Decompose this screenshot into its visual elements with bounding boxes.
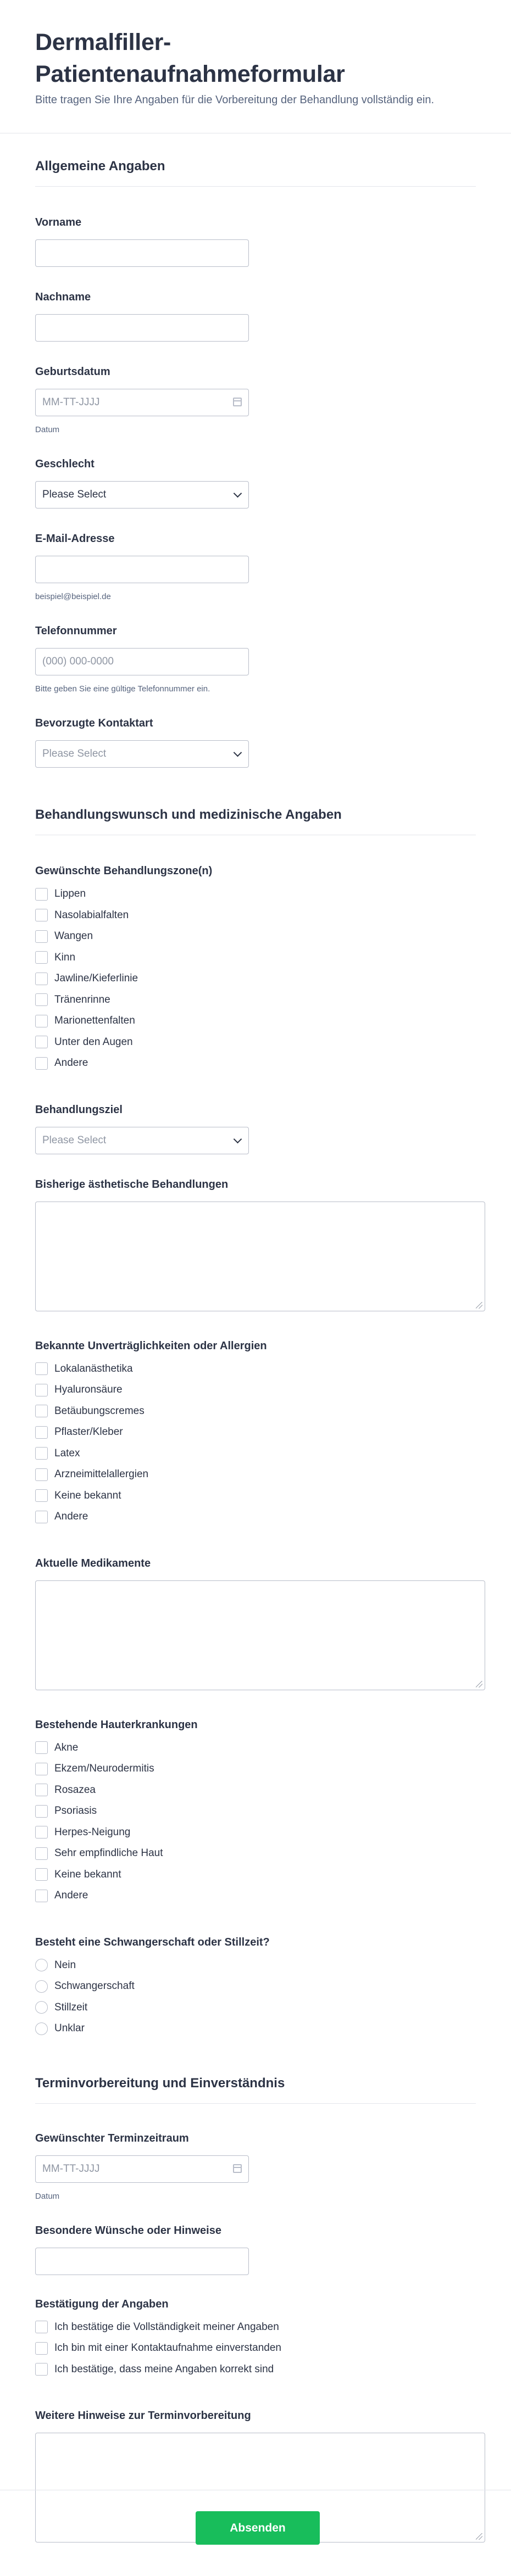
last-name-input[interactable] xyxy=(35,314,249,342)
checkbox[interactable] xyxy=(35,1015,48,1027)
zones-options xyxy=(35,884,476,1074)
option-label: Tränenrinne xyxy=(54,993,110,1005)
option-label: Marionettenfalten xyxy=(54,1015,135,1027)
last-name-label: Nachname xyxy=(35,291,91,303)
checkbox[interactable] xyxy=(35,2321,48,2333)
checkbox-option[interactable] xyxy=(35,1885,476,1907)
birthdate-placeholder: MM-TT-JJJJ xyxy=(42,396,100,408)
field-zones xyxy=(35,864,476,1074)
checkbox-option[interactable] xyxy=(35,884,476,905)
section-title-medical: Behandlungswunsch und medizinische Angaben xyxy=(35,807,342,822)
period-sublabel: Datum xyxy=(35,2191,60,2201)
option-label: Ich bestätige, dass meine Angaben korrekt sind xyxy=(54,2363,274,2375)
email-sublabel: beispiel@beispiel.de xyxy=(35,592,111,601)
chevron-down-icon xyxy=(234,1135,242,1143)
checkbox[interactable] xyxy=(35,1805,48,1818)
option-label: Lokalanästhetika xyxy=(54,1362,133,1374)
checkbox-option[interactable] xyxy=(35,1379,476,1401)
checkbox[interactable] xyxy=(35,993,48,1006)
checkbox[interactable] xyxy=(35,1447,48,1460)
checkbox[interactable] xyxy=(35,930,48,943)
checkbox-option[interactable] xyxy=(35,1032,476,1053)
option-label: Betäubungscremes xyxy=(54,1405,145,1417)
option-label: Keine bekannt xyxy=(54,1489,121,1501)
checkbox[interactable] xyxy=(35,1741,48,1754)
checkbox[interactable] xyxy=(35,951,48,964)
radio-option[interactable] xyxy=(35,1997,476,2019)
option-label: Unklar xyxy=(54,2022,85,2035)
form-footer xyxy=(0,2490,511,2576)
form-header xyxy=(0,0,511,133)
checkbox[interactable] xyxy=(35,1868,48,1881)
zones-label: Gewünschte Behandlungszone(n) xyxy=(35,865,213,877)
field-birthdate xyxy=(35,365,476,435)
field-pregnancy xyxy=(35,1935,476,2039)
checkbox-option[interactable] xyxy=(35,1737,476,1759)
notes-label: Weitere Hinweise zur Terminvorbereitung xyxy=(35,2410,251,2422)
option-label: Andere xyxy=(54,1511,88,1523)
pregnancy-options xyxy=(35,1955,476,2039)
option-label: Andere xyxy=(54,1057,88,1069)
medications-textarea[interactable] xyxy=(35,1580,485,1690)
checkbox[interactable] xyxy=(35,973,48,985)
checkbox[interactable] xyxy=(35,1489,48,1502)
checkbox[interactable] xyxy=(35,1384,48,1396)
pregnancy-label: Besteht eine Schwangerschaft oder Stillzeit? xyxy=(35,1936,270,1948)
checkbox-option[interactable] xyxy=(35,1506,476,1528)
chevron-down-icon xyxy=(234,748,242,757)
checkbox-option[interactable] xyxy=(35,947,476,969)
option-label: Unter den Augen xyxy=(54,1036,133,1048)
checkbox-option[interactable] xyxy=(35,990,476,1011)
allergies-label: Bekannte Unverträglichkeiten oder Allergien xyxy=(35,1339,267,1352)
radio-option[interactable] xyxy=(35,2018,476,2039)
checkbox[interactable] xyxy=(35,1890,48,1902)
phone-label: Telefonnummer xyxy=(35,625,117,637)
field-phone xyxy=(35,624,476,694)
checkbox-option[interactable] xyxy=(35,1485,476,1507)
radio-button[interactable] xyxy=(35,2001,48,2014)
option-label: Stillzeit xyxy=(54,2001,88,2013)
checkbox[interactable] xyxy=(35,1784,48,1796)
gender-label: Geschlecht xyxy=(35,458,95,470)
resize-handle-icon[interactable] xyxy=(476,1681,482,1687)
gender-selected-value: Please Select xyxy=(42,489,107,500)
calendar-icon[interactable] xyxy=(233,2164,242,2173)
checkbox-option[interactable] xyxy=(35,1010,476,1032)
checkbox-option[interactable] xyxy=(35,1864,476,1886)
checkbox[interactable] xyxy=(35,1405,48,1417)
checkbox-option[interactable] xyxy=(35,2317,476,2338)
email-label: E-Mail-Adresse xyxy=(35,533,115,545)
period-placeholder: MM-TT-JJJJ xyxy=(42,2163,100,2175)
resize-handle-icon[interactable] xyxy=(476,1302,482,1309)
radio-button[interactable] xyxy=(35,2022,48,2035)
option-label: Keine bekannt xyxy=(54,1868,121,1880)
option-label: Herpes-Neigung xyxy=(54,1826,131,1838)
option-label: Ekzem/Neurodermitis xyxy=(54,1763,154,1775)
field-confirm xyxy=(35,2297,476,2381)
wishes-label: Besondere Wünsche oder Hinweise xyxy=(35,2224,221,2237)
checkbox-option[interactable] xyxy=(35,968,476,990)
checkbox[interactable] xyxy=(35,2363,48,2376)
checkbox-option[interactable] xyxy=(35,1780,476,1801)
radio-button[interactable] xyxy=(35,1980,48,1993)
medications-label: Aktuelle Medikamente xyxy=(35,1557,151,1569)
option-label: Pflaster/Kleber xyxy=(54,1426,123,1438)
checkbox-option[interactable] xyxy=(35,1758,476,1780)
confirm-options xyxy=(35,2317,476,2381)
contact-pref-label: Bevorzugte Kontaktart xyxy=(35,717,153,729)
option-label: Kinn xyxy=(54,951,76,963)
radio-button[interactable] xyxy=(35,1959,48,1971)
checkbox[interactable] xyxy=(35,2342,48,2355)
form-title: Dermalfiller-Patientenaufnahmeformular xyxy=(35,29,345,87)
previous-label: Bisherige ästhetische Behandlungen xyxy=(35,1178,229,1191)
first-name-input[interactable] xyxy=(35,239,249,267)
first-name-label: Vorname xyxy=(35,216,82,228)
submit-button[interactable]: Absenden xyxy=(196,2511,320,2545)
checkbox[interactable] xyxy=(35,1057,48,1070)
previous-textarea[interactable] xyxy=(35,1202,485,1311)
period-label: Gewünschter Terminzeitraum xyxy=(35,2132,189,2144)
form-content xyxy=(0,158,511,2543)
gender-select[interactable] xyxy=(35,481,249,509)
option-label: Jawline/Kieferlinie xyxy=(54,973,138,985)
skin-label: Bestehende Hauterkrankungen xyxy=(35,1718,198,1731)
birthdate-sublabel: Datum xyxy=(35,425,60,434)
field-last-name xyxy=(35,290,476,342)
field-wishes xyxy=(35,2223,476,2275)
field-allergies xyxy=(35,1339,476,1528)
period-input[interactable] xyxy=(35,2155,249,2183)
option-label: Akne xyxy=(54,1741,79,1753)
field-gender xyxy=(35,457,476,509)
checkbox-option[interactable] xyxy=(35,905,476,926)
field-goal xyxy=(35,1103,476,1154)
radio-option[interactable] xyxy=(35,1976,476,1997)
checkbox[interactable] xyxy=(35,1468,48,1481)
checkbox-option[interactable] xyxy=(35,1443,476,1465)
checkbox-option[interactable] xyxy=(35,1843,476,1864)
goal-label: Behandlungsziel xyxy=(35,1103,123,1116)
section-header-medical xyxy=(35,806,476,835)
radio-option[interactable] xyxy=(35,1955,476,1976)
option-label: Nasolabialfalten xyxy=(54,909,129,921)
checkbox[interactable] xyxy=(35,888,48,901)
checkbox-option[interactable] xyxy=(35,926,476,947)
chevron-down-icon xyxy=(234,489,242,498)
contact-pref-select[interactable] xyxy=(35,740,249,768)
checkbox-option[interactable] xyxy=(35,1822,476,1843)
field-previous xyxy=(35,1177,476,1311)
goal-placeholder: Please Select xyxy=(42,1134,107,1146)
option-label: Ich bin mit einer Kontaktaufnahme einverstanden xyxy=(54,2342,281,2354)
option-label: Nein xyxy=(54,1959,76,1971)
checkbox-option[interactable] xyxy=(35,1422,476,1443)
checkbox[interactable] xyxy=(35,1511,48,1523)
option-label: Psoriasis xyxy=(54,1805,97,1817)
birthdate-input[interactable] xyxy=(35,389,249,416)
field-contact-pref xyxy=(35,716,476,768)
checkbox[interactable] xyxy=(35,1847,48,1860)
option-label: Andere xyxy=(54,1890,88,1902)
checkbox-option[interactable] xyxy=(35,2359,476,2381)
wishes-input[interactable] xyxy=(35,2248,249,2275)
option-label: Rosazea xyxy=(54,1784,96,1796)
checkbox-option[interactable] xyxy=(35,1464,476,1485)
option-label: Hyaluronsäure xyxy=(54,1384,123,1396)
confirm-label: Bestätigung der Angaben xyxy=(35,2298,169,2310)
option-label: Latex xyxy=(54,1447,80,1459)
option-label: Sehr empfindliche Haut xyxy=(54,1847,163,1859)
birthdate-label: Geburtsdatum xyxy=(35,366,110,378)
calendar-icon[interactable] xyxy=(233,398,242,406)
phone-input[interactable] xyxy=(35,648,249,675)
checkbox-option[interactable] xyxy=(35,1053,476,1074)
checkbox[interactable] xyxy=(35,1826,48,1839)
checkbox[interactable] xyxy=(35,1763,48,1775)
email-input[interactable] xyxy=(35,556,249,583)
section-title-general: Allgemeine Angaben xyxy=(35,159,165,174)
skin-options xyxy=(35,1737,476,1907)
section-title-appointment: Terminvorbereitung und Einverständnis xyxy=(35,2075,285,2091)
checkbox-option[interactable] xyxy=(35,2338,476,2359)
option-label: Wangen xyxy=(54,930,93,942)
phone-sublabel: Bitte geben Sie eine gültige Telefonnummer ein. xyxy=(35,684,210,694)
checkbox[interactable] xyxy=(35,909,48,921)
field-email xyxy=(35,532,476,602)
section-header-appointment xyxy=(35,2075,476,2104)
checkbox-option[interactable] xyxy=(35,1401,476,1422)
checkbox[interactable] xyxy=(35,1362,48,1375)
checkbox-option[interactable] xyxy=(35,1801,476,1822)
checkbox[interactable] xyxy=(35,1426,48,1439)
option-label: Schwangerschaft xyxy=(54,1980,135,1992)
checkbox[interactable] xyxy=(35,1036,48,1048)
form-subtitle: Bitte tragen Sie Ihre Angaben für die Vorbereitung der Behandlung vollständig ein. xyxy=(35,94,435,106)
phone-placeholder: (000) 000-0000 xyxy=(42,656,114,667)
section-header-general xyxy=(35,158,476,187)
field-medications xyxy=(35,1556,476,1690)
goal-select[interactable] xyxy=(35,1127,249,1154)
option-label: Ich bestätige die Vollständigkeit meiner Angaben xyxy=(54,2321,279,2333)
option-label: Lippen xyxy=(54,888,86,900)
field-first-name xyxy=(35,215,476,267)
option-label: Arzneimittelallergien xyxy=(54,1468,149,1480)
checkbox-option[interactable] xyxy=(35,1359,476,1380)
field-skin xyxy=(35,1718,476,1907)
contact-pref-placeholder: Please Select xyxy=(42,748,107,759)
allergies-options xyxy=(35,1359,476,1528)
field-period xyxy=(35,2131,476,2201)
